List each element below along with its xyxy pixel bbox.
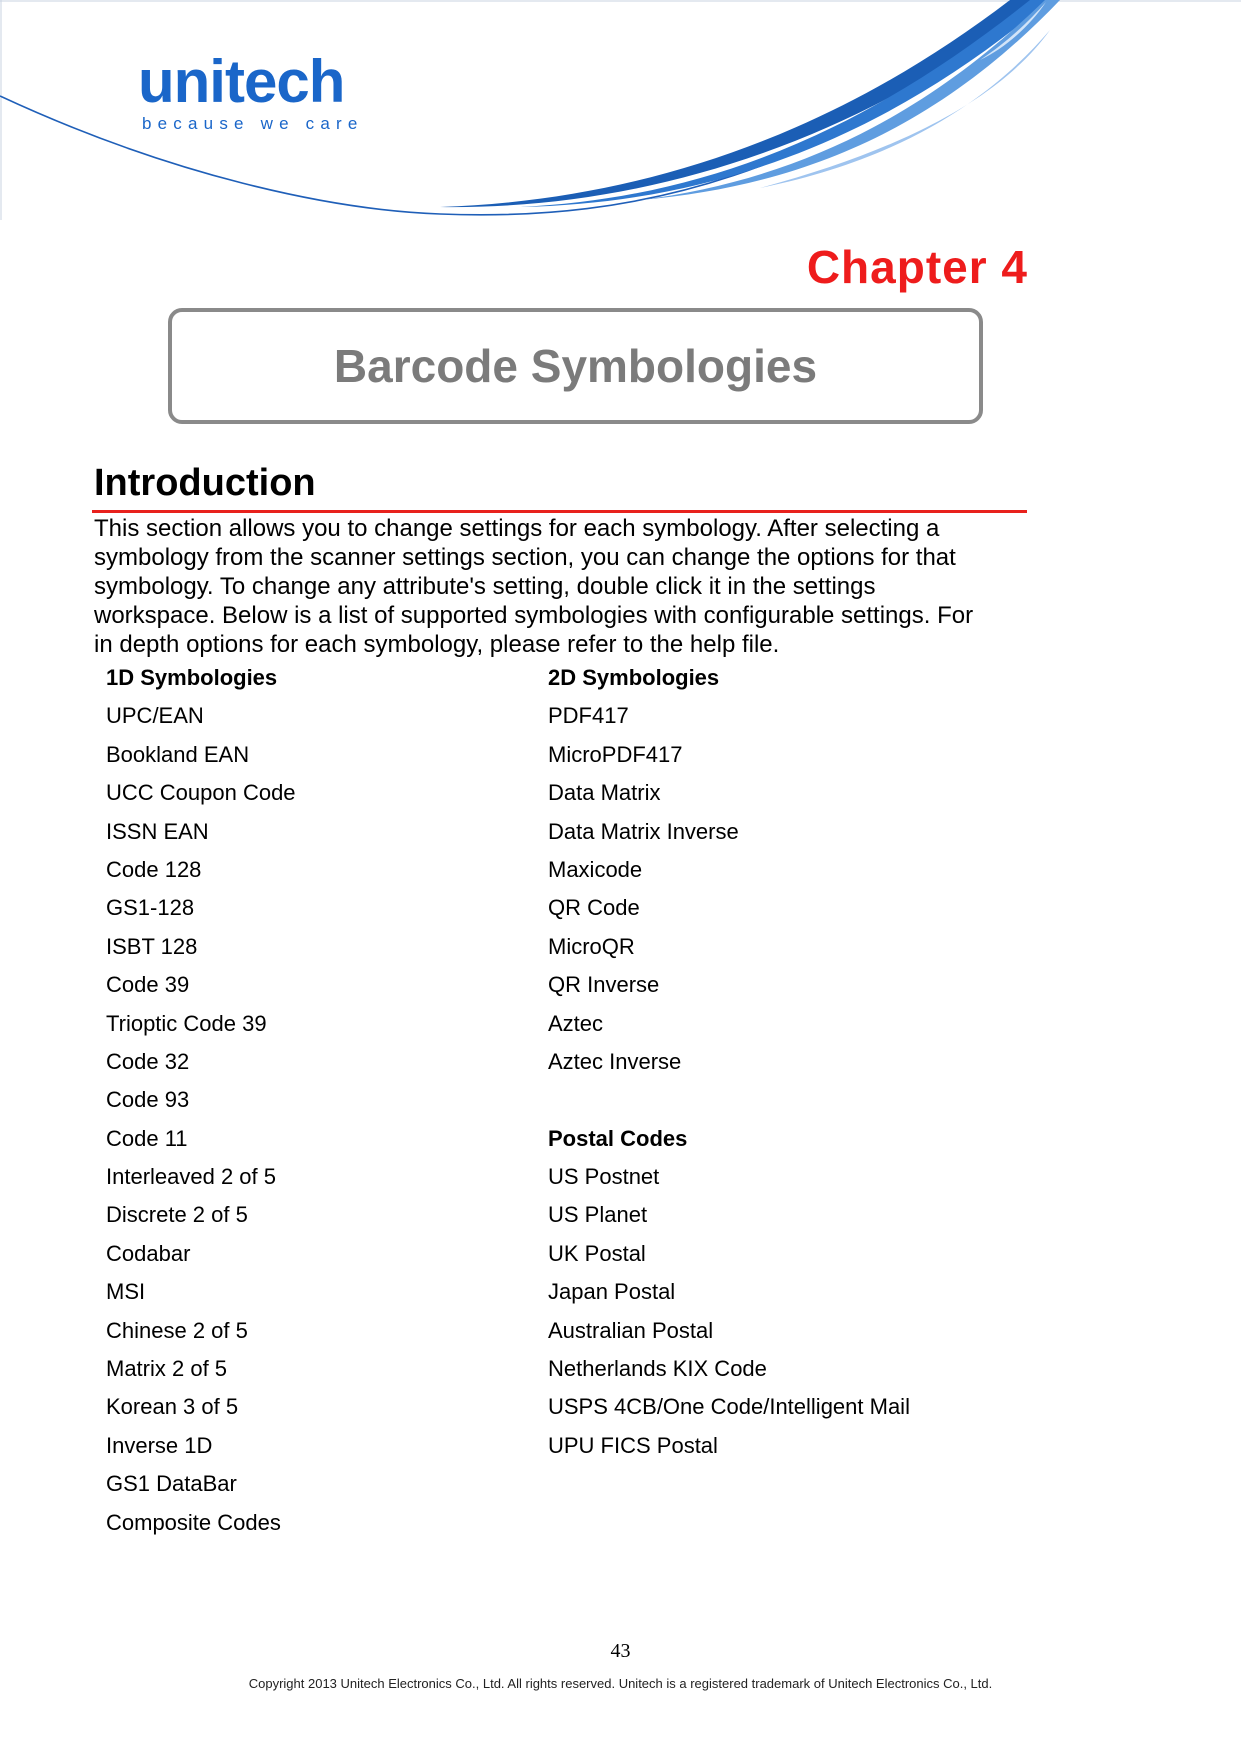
column-1d-symbologies: [106, 659, 536, 1542]
list-heading-1d: 1D Symbologies: [106, 665, 278, 690]
list-item: UCC Coupon Code: [106, 780, 296, 806]
list-item: Aztec Inverse: [548, 1048, 682, 1074]
list-item: MicroPDF417: [548, 741, 683, 767]
section-heading-introduction: Introduction: [94, 462, 316, 504]
list-item: Discrete 2 of 5: [106, 1202, 248, 1228]
list-heading-postal: Postal Codes: [548, 1125, 688, 1151]
column-2d-and-postal: [548, 659, 978, 1465]
page-number: 43: [610, 1640, 631, 1662]
list-item: GS1-128: [106, 895, 195, 921]
intro-line: symbology from the scanner settings section, you can change the options for that: [94, 544, 956, 571]
list-item: Maxicode: [548, 856, 643, 882]
list-item: Code 93: [106, 1087, 190, 1113]
list-item: Aztec: [548, 1010, 604, 1036]
logo-tagline: because we care: [142, 114, 364, 133]
list-item: Code 32: [106, 1048, 190, 1074]
chapter-label: Chapter 4: [806, 241, 1028, 293]
list-item: USPS 4CB/One Code/Intelligent Mail: [548, 1394, 910, 1420]
list-item: Code 39: [106, 972, 190, 998]
list-item: Trioptic Code 39: [106, 1010, 267, 1036]
heading-underline-divider: [92, 510, 1027, 513]
list-spacer: [548, 1081, 978, 1119]
chapter-title-box: [168, 308, 983, 424]
list-item: UPU FICS Postal: [548, 1432, 718, 1458]
list-item: ISSN EAN: [106, 818, 209, 844]
chapter-title: Barcode Symbologies: [333, 340, 818, 392]
intro-line: This section allows you to change settings for each symbology. After selecting a: [94, 515, 940, 542]
intro-line: symbology. To change any attribute's setting, double click it in the settings: [94, 573, 876, 600]
list-item: Inverse 1D: [106, 1432, 213, 1458]
list-item: Composite Codes: [106, 1509, 281, 1535]
list-item: QR Inverse: [548, 972, 660, 998]
list-item: Korean 3 of 5: [106, 1394, 239, 1420]
list-item: Interleaved 2 of 5: [106, 1164, 277, 1190]
list-item: US Planet: [548, 1202, 648, 1228]
intro-line: workspace. Below is a list of supported symbologies with configurable settings. For: [94, 602, 974, 629]
list-item: Data Matrix Inverse: [548, 818, 739, 844]
list-item: MicroQR: [548, 933, 635, 959]
list-item: Australian Postal: [548, 1317, 714, 1343]
list-item: ISBT 128: [106, 933, 198, 959]
list-item: Codabar: [106, 1240, 191, 1266]
intro-line: in depth options for each symbology, please refer to the help file.: [94, 631, 780, 658]
list-item: Netherlands KIX Code: [548, 1356, 767, 1382]
logo-wordmark: unitech: [138, 48, 345, 115]
list-item: QR Code: [548, 895, 640, 921]
list-item: Code 11: [106, 1125, 188, 1151]
intro-paragraph: [94, 514, 1034, 659]
list-item: PDF417: [548, 703, 629, 729]
copyright-notice: Copyright 2013 Unitech Electronics Co., Ltd. All rights reserved. Unitech is a registered trademark of Unitech Electronics Co., Ltd.: [248, 1676, 993, 1691]
list-item: Chinese 2 of 5: [106, 1317, 248, 1343]
list-item: Matrix 2 of 5: [106, 1356, 228, 1382]
list-heading-2d: 2D Symbologies: [548, 665, 720, 690]
list-item: Japan Postal: [548, 1279, 676, 1305]
list-item: US Postnet: [548, 1164, 660, 1190]
list-item: MSI: [106, 1279, 146, 1305]
list-item: UK Postal: [548, 1240, 646, 1266]
list-item: Bookland EAN: [106, 741, 250, 767]
list-item: Data Matrix: [548, 780, 661, 806]
list-item: GS1 DataBar: [106, 1471, 237, 1497]
list-item: Code 128: [106, 856, 202, 882]
list-item: UPC/EAN: [106, 703, 204, 729]
unitech-logo: [138, 48, 364, 134]
